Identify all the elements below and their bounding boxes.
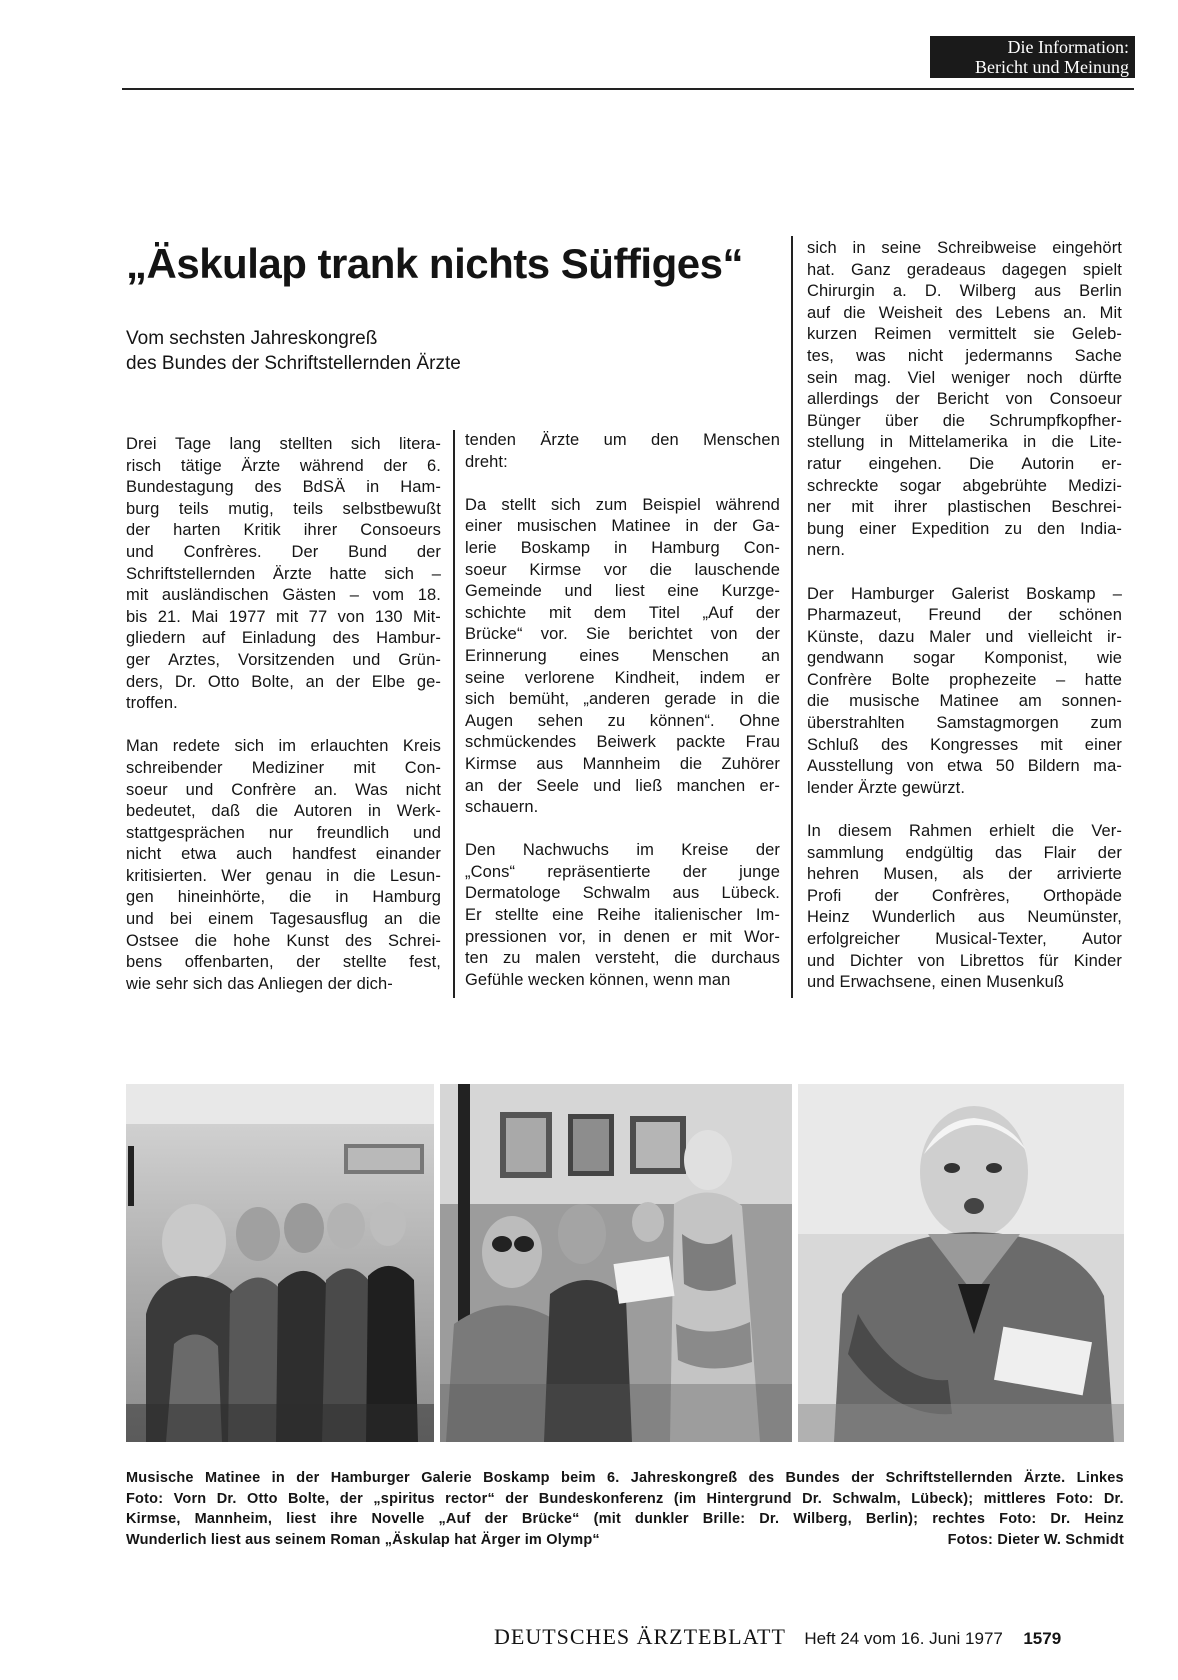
text-line: schauern. xyxy=(465,798,539,817)
photo-right xyxy=(798,1084,1124,1442)
text-line: risch tätige Ärzte während der 6. xyxy=(126,456,441,475)
text-line: hat. Ganz geradeaus dagegen spielt xyxy=(807,260,1122,279)
caption-line: Foto: Vorn Dr. Otto Bolte, der „spiritus rector“ der Bundeskonferenz (im Hintergrund Dr. Schwalm, Lübeck); mittleres Foto: Dr. xyxy=(126,1490,1124,1507)
text-line: sich in seine Schreibweise eingehört xyxy=(807,239,1122,257)
text-line: Bundestagung des BdSÄ in Ham- xyxy=(126,478,441,497)
photo-credit: Fotos: Dieter W. Schmidt xyxy=(947,1531,1124,1548)
text-line: auf die Weisheit des Lebens an. Mit xyxy=(807,303,1122,322)
text-line: nicht etwa auch handfest einander xyxy=(126,845,441,864)
text-line: Der Hamburger Galerist Boskamp – xyxy=(807,584,1122,603)
text-line: soeur und Confrère an. Was nicht xyxy=(126,780,441,799)
caption-line xyxy=(126,1530,1124,1551)
page-number: 1579 xyxy=(1023,1629,1062,1648)
text-line: ger Arztes, Vorsitzenden und Grün- xyxy=(126,650,441,669)
text-line: Schriftstellernden Ärzte hatte sich – xyxy=(126,564,441,583)
text-line: stattgesprächen nur freundlich und xyxy=(126,823,441,842)
text-line: Augen sehen zu können“. Ohne xyxy=(465,711,780,730)
text-line: und Confrères. Der Bund der xyxy=(126,542,441,561)
text-line: tenden Ärzte um den Menschen xyxy=(465,431,780,449)
text-line: sein mag. Viel weniger noch dürfte xyxy=(807,368,1122,387)
text-line: Bünger über die Schrumpfkopfher- xyxy=(807,411,1122,430)
text-line: Brücke“ vor. Sie berichtet von der xyxy=(465,625,780,644)
top-rule xyxy=(122,88,1134,90)
caption-text: Wunderlich liest aus seinem Roman „Äskulap hat Ärger im Olymp“ xyxy=(126,1531,600,1548)
paragraph-gap xyxy=(465,819,780,841)
section-badge xyxy=(930,36,1135,78)
caption-line: Kirmse, Mannheim, liest ihre Novelle „Auf der Brücke“ (mit dunkler Brille: Dr. Wilberg, Berlin); rechtes Foto: Dr. Heinz xyxy=(126,1511,1124,1527)
article-title: „Äskulap trank nichts Süffiges“ xyxy=(126,240,743,287)
paragraph-gap xyxy=(807,562,1122,584)
text-line: schichte mit dem Titel „Auf der xyxy=(465,603,780,622)
text-line: ner mit ihrer plastischen Beschrei- xyxy=(807,498,1122,517)
paragraph-gap xyxy=(465,473,780,495)
text-line: hehren Musen, als der arrivierte xyxy=(807,865,1122,884)
section-label-line2: Bericht und Meinung xyxy=(975,57,1129,77)
text-line: Gemeinde und liest eine Kurzge- xyxy=(465,582,780,601)
text-line: mit ausländischen Gästen – vom 18. xyxy=(126,586,441,605)
page-footer xyxy=(494,1624,1061,1650)
text-line: an der Seele und ließ manchen er- xyxy=(465,776,780,795)
caption-line: Musische Matinee in der Hamburger Galerie Boskamp beim 6. Jahreskongreß des Bundes der Schriftstellernden Ärzte. Linkes xyxy=(126,1470,1124,1486)
text-line: seine verlorene Kindheit, indem er xyxy=(465,668,780,687)
text-line: tes, was nicht jedermanns Sache xyxy=(807,346,1122,365)
text-line: „Cons“ repräsentierte der junge xyxy=(465,862,780,881)
text-line: Dermatologe Schwalm aus Lübeck. xyxy=(465,884,780,903)
text-line: Erinnerung eines Menschen an xyxy=(465,646,780,665)
text-line: bens offenbarten, der stellte fest, xyxy=(126,953,441,972)
text-line: gliedern auf Einladung des Hambur- xyxy=(126,629,441,648)
text-line: bung einer Expedition zu den India- xyxy=(807,519,1122,538)
text-line: ten zu malen versteht, die durchaus xyxy=(465,949,780,968)
text-line: kritisierten. Wer genau in die Lesun- xyxy=(126,866,441,885)
text-line: die musische Matinee am sonnen- xyxy=(807,692,1122,711)
text-line: Kirmse aus Mannheim die Zuhörer xyxy=(465,754,780,773)
text-line: dreht: xyxy=(465,452,508,471)
text-line: Ostsee die hohe Kunst des Schrei- xyxy=(126,931,441,950)
text-line: ratur eingehen. Die Autorin er- xyxy=(807,454,1122,473)
text-line: überstrahlten Samstagmorgen zum xyxy=(807,714,1122,733)
text-line: schmückendes Beiwerk packte Frau xyxy=(465,733,780,752)
journal-name: DEUTSCHES ÄRZTEBLATT xyxy=(494,1624,786,1649)
text-line: Chirurgin a. D. Wilberg aus Berlin xyxy=(807,282,1122,301)
text-line: und Erwachsene, einen Musenkuß xyxy=(807,973,1065,992)
subtitle-line: Vom sechsten Jahreskongreß xyxy=(126,328,378,349)
text-line: und bei einem Tagesausflug an die xyxy=(126,910,441,929)
text-line: Er stellte eine Reihe italienischer Im- xyxy=(465,906,780,925)
text-line: troffen. xyxy=(126,694,178,713)
text-line: Pharmazeut, Freund der schönen xyxy=(807,606,1122,625)
text-line: der harten Kritik ihrer Consoeurs xyxy=(126,521,441,540)
text-line: sich bemüht, „anderen gerade in die xyxy=(465,690,780,709)
text-line: Drei Tage lang stellten sich litera- xyxy=(126,435,441,453)
text-line: und Dichter von Librettos für Kinder xyxy=(807,951,1122,970)
text-line: allerdings der Bericht von Consoeur xyxy=(807,390,1122,409)
text-line: burg teils mutig, teils selbstbewußt xyxy=(126,499,441,518)
text-line: einer musischen Matinee in der Ga- xyxy=(465,517,780,536)
text-line: Den Nachwuchs im Kreise der xyxy=(465,841,780,860)
text-line: Ausstellung von etwa 50 Bildern ma- xyxy=(807,757,1122,776)
text-line: In diesem Rahmen erhielt die Ver- xyxy=(807,822,1122,841)
text-column-1 xyxy=(126,434,441,995)
text-line: lerie Boskamp in Hamburg Con- xyxy=(465,538,780,557)
paragraph-gap xyxy=(126,715,441,737)
text-line: lender Ärzte gewürzt. xyxy=(807,778,966,797)
text-line: Gefühle wecken können, wenn man xyxy=(465,970,731,989)
subtitle-line: des Bundes der Schriftstellernden Ärzte xyxy=(126,353,461,374)
photo-caption xyxy=(126,1468,1124,1550)
text-column-2 xyxy=(465,430,780,991)
text-line: nern. xyxy=(807,541,846,560)
text-line: Da stellt sich zum Beispiel während xyxy=(465,495,780,514)
text-line: sammlung endgültig das Flair der xyxy=(807,843,1122,862)
photo-middle xyxy=(440,1084,792,1442)
text-line: stellung in Mittelamerika in die Lite- xyxy=(807,433,1122,452)
text-line: pressionen vor, in denen er mit Wor- xyxy=(465,927,780,946)
text-line: Profi der Confrères, Orthopäde xyxy=(807,886,1122,905)
text-line: soeur Kirmse vor die lauschende xyxy=(465,560,780,579)
text-line: Man redete sich im erlauchten Kreis xyxy=(126,737,441,756)
paragraph-gap xyxy=(807,799,1122,821)
text-line: ders, Dr. Otto Bolte, an der Elbe ge- xyxy=(126,672,441,691)
text-line: erfolgreicher Musical-Texter, Autor xyxy=(807,930,1122,948)
text-line: schreibender Mediziner mit Con- xyxy=(126,758,441,777)
photo-left xyxy=(126,1084,434,1442)
issue-info: Heft 24 vom 16. Juni 1977 xyxy=(804,1629,1003,1648)
text-line: bis 21. Mai 1977 mit 77 von 130 Mit- xyxy=(126,607,441,626)
text-line: schreckte sogar abgebrühte Medizi- xyxy=(807,476,1122,495)
text-line: Künste, dazu Maler und vielleicht ir- xyxy=(807,627,1122,646)
text-line: wie sehr sich das Anliegen der dich- xyxy=(126,974,393,993)
text-line: Schluß des Kongresses mit einer xyxy=(807,735,1122,754)
text-line: kurzen Reimen vermittelt sie Geleb- xyxy=(807,325,1122,344)
text-line: gendwann sogar Komponist, wie xyxy=(807,649,1122,668)
article-subtitle xyxy=(126,326,461,376)
text-line: gen hineinhörte, die in Hamburg xyxy=(126,888,441,907)
text-line: Confrère Bolte prophezeite – hatte xyxy=(807,670,1122,689)
text-line: Heinz Wunderlich aus Neumünster, xyxy=(807,908,1122,927)
text-line: bedeutet, daß die Autoren in Werk- xyxy=(126,802,441,821)
section-label-line1: Die Information: xyxy=(1007,37,1129,57)
column-rule xyxy=(453,430,455,998)
text-column-3 xyxy=(807,238,1122,994)
column-rule xyxy=(791,236,793,998)
